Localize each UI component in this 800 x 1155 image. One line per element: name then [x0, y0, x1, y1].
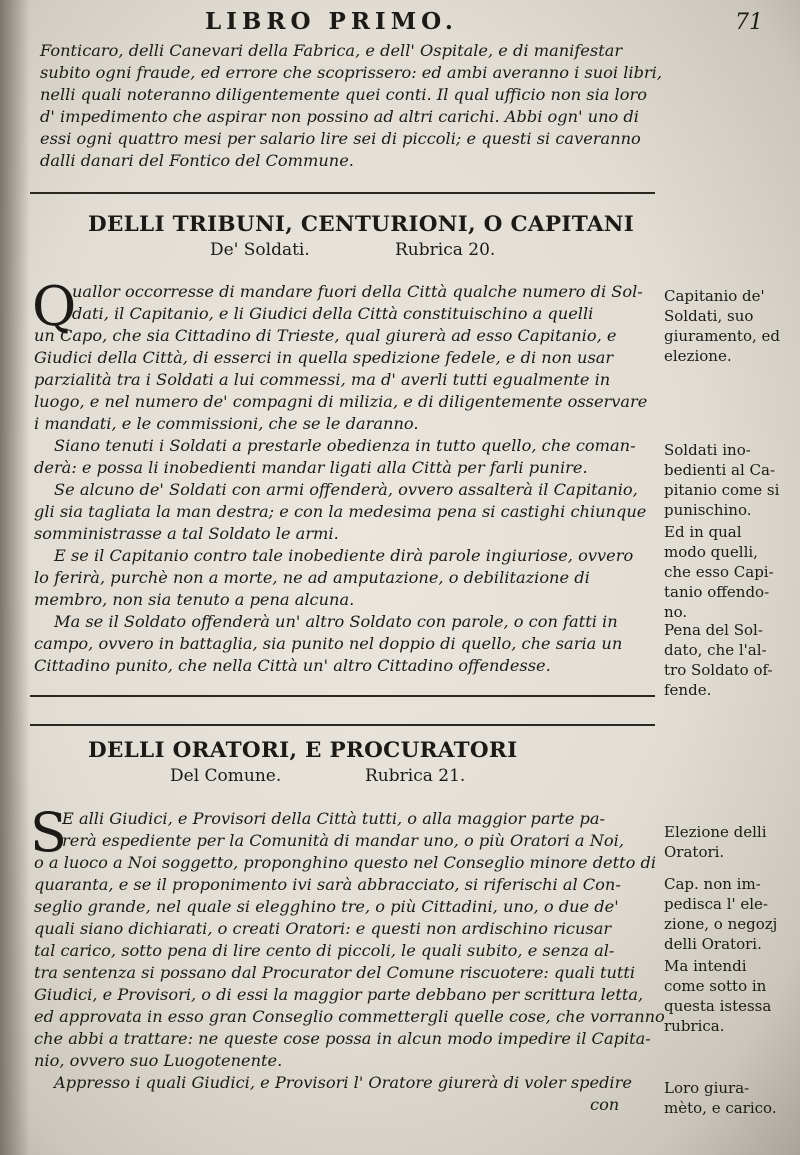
margin-note: [664, 522, 794, 622]
margin-line: tanio offendo-: [664, 583, 770, 601]
text-line: parzialità tra i Soldati a lui commessi, ma d' averli tutti egualmente in: [34, 370, 611, 389]
text-line: somministrasse a tal Soldato le armi.: [34, 524, 339, 543]
margin-note: [664, 956, 794, 1036]
margin-line: dato, che l'al-: [664, 641, 767, 659]
text-line: un Capo, che sia Cittadino di Trieste, qual giurerà ad esso Capitanio, e: [34, 326, 617, 345]
section2-body: [34, 808, 665, 1116]
text-line: quali siano dichiarati, o creati Oratori: e questi non ardischino ricusar: [34, 919, 612, 938]
margin-note: [664, 822, 794, 862]
section-rule: [30, 192, 655, 194]
margin-line: Pena del Sol-: [664, 621, 763, 639]
text-line: gli sia tagliata la man destra; e con la medesima pena si castighi chiunque: [34, 502, 647, 521]
text-line: tal carico, sotto pena di lire cento di piccoli, le quali subito, e senza al-: [34, 941, 615, 960]
text-line: uallor occorresse di mandare fuori della Città qualche numero di Sol-: [72, 282, 643, 301]
text-line: subito ogni fraude, ed errore che scoprissero: ed ambi averanno i suoi libri,: [40, 63, 662, 82]
text-line: lo ferirà, purchè non a morte, ne ad amputazione, o debilitazione di: [34, 568, 590, 587]
section-title: DELLI TRIBUNI, CENTURIONI, O CAPITANI: [88, 212, 635, 237]
intro-paragraph: [40, 40, 662, 172]
rubrica-label: Rubrica 21.: [365, 766, 466, 786]
text-line: Giudici della Città, di esserci in quella spedizione fedele, e di non usar: [34, 348, 614, 367]
text-line: derà: e possa li inobedienti mandar ligati alla Città per farli punire.: [34, 458, 588, 477]
margin-line: mèto, e carico.: [664, 1099, 777, 1117]
margin-note: [664, 440, 794, 520]
margin-line: giuramento, ed: [664, 327, 781, 345]
text-line: luogo, e nel numero de' compagni di milizia, e di diligentemente osservare: [34, 392, 648, 411]
text-line: dati, il Capitanio, e li Giudici della Città constituischino a quelli: [72, 304, 594, 323]
text-line: essi ogni quattro mesi per salario lire sei di piccoli; e questi si caveranno: [40, 129, 641, 148]
text-line: membro, non sia tenuto a pena alcuna.: [34, 590, 355, 609]
text-line: campo, ovvero in battaglia, sia punito nel doppio di quello, che saria un: [34, 634, 623, 653]
margin-line: Capitanio de': [664, 287, 765, 305]
text-line: che abbi a trattare: ne queste cose possa in alcun modo impedire il Capita-: [34, 1029, 651, 1048]
text-line: E alli Giudici, e Provisori della Città tutti, o alla maggior parte pa-: [62, 809, 605, 828]
margin-line: Loro giura-: [664, 1079, 750, 1097]
section1-body: [32, 275, 648, 677]
margin-line: modo quelli,: [664, 543, 758, 561]
section-subtitle: De' Soldati.: [210, 240, 310, 260]
text-line: Fonticaro, delli Canevari della Fabrica, e dell' Ospitale, e di manifestar: [40, 41, 623, 60]
text-line: Siano tenuti i Soldati a prestarle obedienza in tutto quello, che coman-: [54, 436, 636, 455]
text-line: Cittadino punito, che nella Città un' altro Cittadino offendesse.: [34, 656, 551, 675]
margin-line: no.: [664, 603, 688, 621]
margin-line: bedienti al Ca-: [664, 461, 776, 479]
text-line: seglio grande, nel quale si elegghino tre, o più Cittadini, uno, o due de': [34, 897, 619, 916]
margin-line: come sotto in: [664, 977, 767, 995]
text-line: nio, ovvero suo Luogotenente.: [34, 1051, 283, 1070]
margin-line: punischino.: [664, 501, 752, 519]
section-rule: [30, 695, 655, 697]
text-line: Ma se il Soldato offenderà un' altro Soldato con parole, o con fatti in: [54, 612, 618, 631]
margin-line: Ed in qual: [664, 523, 742, 541]
text-line: dalli danari del Fontico del Commune.: [40, 151, 354, 170]
margin-line: Ma intendi: [664, 957, 747, 975]
margin-line: zione, o negozj: [664, 915, 778, 933]
margin-line: questa istessa: [664, 997, 772, 1015]
text-line: d' impedimento che aspirar non possino ad altri carichi. Abbi ogn' uno di: [40, 107, 639, 126]
margin-line: fende.: [664, 681, 712, 699]
catchword: con: [590, 1095, 620, 1114]
drop-cap: S: [30, 801, 67, 864]
margin-note: [664, 620, 794, 700]
section-subtitle: Del Comune.: [170, 766, 282, 786]
text-line: E se il Capitanio contro tale inobediente dirà parole ingiuriose, ovvero: [54, 546, 634, 565]
drop-cap: Q: [32, 275, 77, 338]
text-line: i mandati, e le commissioni, che se le daranno.: [34, 414, 419, 433]
margin-line: Cap. non im-: [664, 875, 761, 893]
page-number: 71: [735, 10, 763, 35]
margin-line: pedisca l' ele-: [664, 895, 768, 913]
margin-note: [664, 1078, 794, 1118]
text-line: tra sentenza si possano dal Procurator del Comune riscuotere: quali tutti: [34, 963, 636, 982]
margin-note: [664, 874, 794, 954]
margin-line: delli Oratori.: [664, 935, 762, 953]
margin-line: rubrica.: [664, 1017, 725, 1035]
margin-line: che esso Capi-: [664, 563, 774, 581]
text-line: nelli quali noteranno diligentemente quei conti. Il qual ufficio non sia loro: [40, 85, 647, 104]
text-line: rerà espediente per la Comunità di mandar uno, o più Oratori a Noi,: [62, 831, 624, 850]
margin-line: pitanio come si: [664, 481, 780, 499]
margin-line: Oratori.: [664, 843, 725, 861]
margin-note: [664, 286, 794, 366]
margin-line: Soldati, suo: [664, 307, 754, 325]
rubrica-label: Rubrica 20.: [395, 240, 496, 260]
section-rule: [30, 724, 655, 726]
text-line: Se alcuno de' Soldati con armi offenderà, ovvero assalterà il Capitanio,: [54, 480, 638, 499]
section-title: DELLI ORATORI, E PROCURATORI: [88, 738, 518, 763]
page-gutter-shadow: [0, 0, 30, 1155]
text-line: o a luoco a Noi soggetto, proponghino questo nel Conseglio minore detto di: [34, 853, 657, 872]
margin-line: Soldati ino-: [664, 441, 751, 459]
text-line: Appresso i quali Giudici, e Provisori l' Oratore giurerà di voler spedire: [54, 1073, 632, 1092]
margin-line: Elezione delli: [664, 823, 767, 841]
margin-line: tro Soldato of-: [664, 661, 773, 679]
running-head: LIBRO PRIMO.: [205, 8, 458, 35]
text-line: ed approvata in esso gran Conseglio commettergli quelle cose, che vorranno: [34, 1007, 665, 1026]
text-line: Giudici, e Provisori, o di essi la maggior parte debbano per scrittura letta,: [34, 985, 644, 1004]
text-line: quaranta, e se il proponimento ivi sarà abbracciato, si riferischi al Con-: [34, 875, 621, 894]
margin-line: elezione.: [664, 347, 732, 365]
